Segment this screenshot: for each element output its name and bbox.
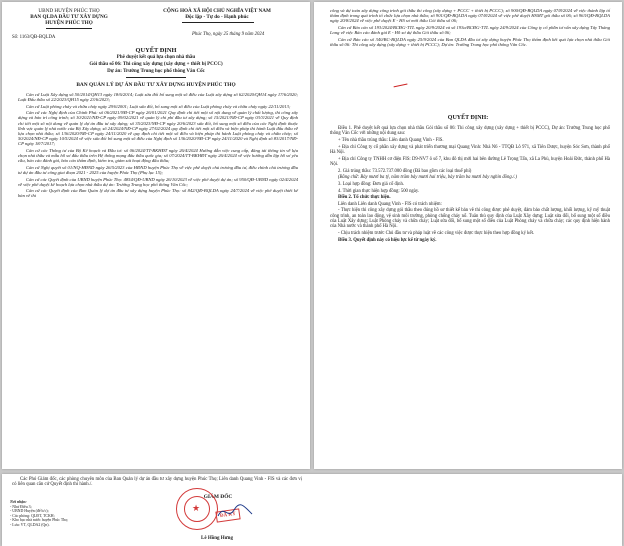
recipient-item: - Lưu: VT, QLDA2 (Qn). xyxy=(10,522,50,527)
place-date xyxy=(192,32,304,37)
national-motto: Độc lập - Tự do - Hạnh phúc xyxy=(185,14,249,21)
basis-paragraph: Căn cứ Báo cáo số 340/BC-BQLDA ngày 25/9/2024 của Ban QLDA đầu tư xây dựng huyện Phúc Thọ thẩm định kết quả lựa chọn nhà thầu Gói thầu số 06: Thi công xây dựng (xây dựng + thiết bị PCCC); Dự án: Trường Trung học phổ thông Vân Cốc. xyxy=(330,36,610,47)
seal-star-icon: ★ xyxy=(192,503,201,513)
decision-body xyxy=(330,126,610,244)
issuing-authority: BAN QUẢN LÝ DỰ ÁN ĐẦU TƯ XÂY DỰNG HUYỆN PHÚC THỌ xyxy=(76,82,236,88)
decision-heading: QUYẾT ĐỊNH: xyxy=(447,115,489,121)
basis-paragraph: Căn cứ Báo cáo số 193/2024/BCĐG-TTL ngày 20/9/2024 và số 193a/BCĐG-TTL ngày 24/9/2024 của Công ty cổ phần tư vấn xây dựng Tây Thăng Long về việc Báo cáo đánh giá E - Hồ sơ dự thầu Gói thầu số 06; xyxy=(330,24,610,36)
recipient-item: - Các phòng: QLĐT, TCKH; xyxy=(10,513,55,518)
document-page-2 xyxy=(314,2,622,469)
basis-paragraph: Căn cứ các Quyết định của UBND huyện Phúc Thọ: 4854/QĐ-UBND ngày 26/10/2023 về việc phê duyệt dự án; số 950/QĐ-UBND ngày 02/4/2024 về việc phê duyệt kế hoạch lựa chọn nhà thầu dự án: Trường Trung học phổ thông Vân Cốc; xyxy=(18,176,298,187)
recipient-item: - Như Điều 3; xyxy=(10,504,32,509)
document-page-3 xyxy=(2,474,622,546)
package-name: Gói thầu số 06: Thi công xây dựng (xây dựng + thiết bị PCCC) xyxy=(89,62,223,67)
closing-paragraph xyxy=(12,477,302,489)
country-name: CỘNG HOÀ XÃ HỘI CHỦ NGHĨA VIỆT NAM xyxy=(163,8,271,14)
place-date-text: Phúc Thọ, ngày 25 tháng 9 năm 2024 xyxy=(192,32,265,37)
national-header xyxy=(130,8,304,20)
price-in-words: (Bằng chữ: Bảy mươi ba tỷ, năm trăm bảy mươi hai triệu, bảy trăm ba mươi bảy nghìn đồng./.) xyxy=(338,175,517,181)
decision-number xyxy=(12,35,122,40)
recipient-item: - Kho bạc nhà nước huyện Phúc Thọ; xyxy=(10,518,69,522)
address-quang-vinh: + Địa chỉ Công ty cổ phần xây dựng và phát triển thương mại Quang Vinh: Nhà N6 - TTQĐ Lô 971, xã Tiên Dược, huyện Sóc Sơn, thành phố Hà Nội. xyxy=(330,144,610,155)
winning-price: 2. Giá trúng thầu: 73.572.737.000 đồng (Đã bao gồm các loại thuế phí) xyxy=(338,168,472,174)
winner-name: + Tên nhà thầu trúng thầu: Liên danh Quang Vinh - FIS. xyxy=(338,137,444,143)
signer-role: GIÁM ĐỐC xyxy=(203,494,233,500)
legal-basis-continued xyxy=(330,8,610,48)
legal-basis xyxy=(18,92,298,200)
recipient-item: - UBND Huyện (để b/c); xyxy=(10,509,49,513)
basis-paragraph: Căn cứ Nghị quyết số 01/NQ-HĐND ngày 26/5/2023 của HĐND huyện Phúc Thọ về việc phê duyệt chủ trương đầu tư, điều chỉnh chủ trương đầu tư dự án đầu tư công giai đoạn 2021 - 2025 của huyện Phúc Thọ (Phụ lục 15); xyxy=(18,164,298,176)
handwritten-mark xyxy=(393,79,408,88)
issuing-org xyxy=(10,8,128,27)
org-underline xyxy=(46,28,92,29)
basis-paragraph: Căn cứ Luật phòng cháy và chữa cháy ngày 29/6/2001; Luật sửa đổi, bổ sung một số điều của Luật phòng cháy và chữa cháy ngày 22/11/2013; xyxy=(26,103,291,109)
article-1: Điều 1. Phê duyệt kết quả lựa chọn nhà thầu Gói thầu số 06: Thi công xây dựng (xây dựng + thiết bị PCCC), Dự án: Trường Trung học phổ thông Vân Cốc với những nội dung sau: xyxy=(330,126,610,137)
article-2: Điều 2. Tổ chức thực hiện. xyxy=(338,195,391,201)
basis-paragraph: công và dự toán xây dựng công trình gói thầu thi công (xây dựng + PCCC + thiết bị PCCC); số 900/QĐ-BQLDA ngày 07/8/2024 về việc thành lập tổ thẩm định trong quá trình tổ chức lựa chọn nhà thầu; số 901/QĐ-BQLDA ngày 07/8/2024 về việc phê duyệt HSMT gói thầu số 06; số 963/QĐ-BQLDA ngày 20/8/2024 về việc phê duyệt E - Hồ sơ mời thầu Gói thầu số 06; xyxy=(330,8,610,24)
signature-scribble xyxy=(216,502,256,522)
responsibility-1: - Thực hiện thi công xây dựng gói thầu theo đúng hồ sơ thiết kế bản vẽ thi công được phê duyệt, đảm bảo chất lượng, khối lượng, kỹ mỹ thuật công trình, an toàn lao động, vệ sinh môi trường, phòng chống cháy nổ. Tuân thủ quy định của Luật Xây dựng; Luật sửa đổi, bổ sung một số điều của Luật Xây dựng; Luật Phòng cháy và chữa cháy; Luật sửa đổi, bổ sung một số điều của Luật Phòng cháy và chữa cháy; các quy định hiện hành của Nhà nước và thành phố Hà Nội. xyxy=(330,208,610,230)
recipients-block xyxy=(10,500,170,527)
basis-paragraph: Căn cứ các Nghị định của Chính Phủ: số 06/2021/NĐ-CP ngày 26/01/2021 Quy định chi tiết một số nội dung về quản lý chất lượng, thi công xây dựng và bảo trì công trình; số 10/2021/NĐ-CP ngày 09/02/2021 về quản lý chi phí đầu tư xây dựng; số 15/2021/NĐ-CP ngày 03/3/2021 về Quy định chi tiết một số nội dung về quản lý dự án đầu tư xây dựng; số 35/2023/NĐ-CP ngày 20/6/2023 sửa đổi, bổ sung một số điều của các Nghị định thuộc lĩnh vực quản lý nhà nước của Bộ Xây dựng; số 24/2024/NĐ-CP ngày 27/02/2024 quy định chi tiết một số điều và biện pháp thi hành Luật đấu thầu về lựa chọn nhà thầu; số 136/2020/NĐ-CP ngày 24/11/2020 về quy định chi tiết một số điều và biện pháp thi hành Luật phòng cháy và chữa cháy; số 50/2024/NĐ-CP ngày 10/5/2024 về việc sửa đổi bổ sung một số điều của Nghị định số 136/2020/NĐ-CP ngày 24/11/2020 và Nghị định số 83/2017/NĐ-CP ngày 18/7/2017; xyxy=(18,110,298,147)
recipients-title: Nơi nhận: xyxy=(10,500,27,504)
project-name: Dự án: Trường Trung học phổ thông Vân Cốc xyxy=(107,69,205,74)
contract-type: 3. Loại hợp đồng: Đơn giá cố định. xyxy=(338,181,405,187)
article-3: Điều 3. Quyết định này có hiệu lực kể từ ngày ký. xyxy=(338,237,437,243)
motto-underline xyxy=(182,22,254,23)
org-line-1: UBND HUYỆN PHÚC THỌ xyxy=(38,8,100,14)
basis-paragraph: Căn cứ các Quyết định của Ban Quản lý dự án đầu tư xây dựng huyện Phúc Thọ: số 842/QĐ-BQLDA ngày 24/7/2024 về việc phê duyệt thiết kế bản vẽ thi xyxy=(18,188,298,199)
address-fis: + Địa chỉ Công ty TNHH cơ điện FIS: D9-NV7 ô số 7, khu đô thị mới hai bên đường Lê Trọng Tấn, xã La Phù, huyện Hoài Đức, thành phố Hà Nội. xyxy=(330,156,610,167)
responsibility-2: - Chịu trách nhiệm trước Chủ đầu tư và pháp luật về các công việc được thực hiện theo hợp đồng ký kết. xyxy=(338,231,535,237)
responsibility-intro: Liên danh Liên danh Quang Vinh - FIS có trách nhiệm: xyxy=(338,201,442,207)
signer-name: Lê Hồng Hưng xyxy=(201,536,233,541)
document-page-1 xyxy=(2,2,310,469)
contract-duration: 4. Thời gian thực hiện hợp đồng: 500 ngày. xyxy=(338,188,420,194)
org-line-3: HUYỆN PHÚC THỌ xyxy=(45,20,93,27)
document-subtitle: Phê duyệt kết quả lựa chọn nhà thầu xyxy=(116,55,196,60)
title-underline xyxy=(126,77,186,78)
closing-text: Các Phó Giám đốc, các phòng chuyên môn của Ban Quản lý dự án đầu tư xây dựng huyện Phúc Thọ; Liên danh Quang Vinh - FIS và các đơn vị có liên quan căn cứ Quyết định thi hành./. xyxy=(12,477,302,488)
signed-stamp: ĐÃ KÝ xyxy=(215,508,240,522)
official-seal xyxy=(176,488,218,530)
document-title: QUYẾT ĐỊNH xyxy=(135,47,177,54)
basis-paragraph: Căn cứ Luật Xây dựng số 50/2014/QH13 ngày 18/6/2014; Luật sửa đổi bổ sung một số điều của Luật xây dựng số 62/2020/QH14 ngày 17/6/2020; Luật Đấu thầu số 22/2023/QH15 ngày 23/6/2023; xyxy=(18,92,298,103)
org-line-2: BAN QLDA ĐẦU TƯ XÂY DỰNG xyxy=(30,14,108,21)
decision-number-text: Số: 1163/QĐ-BQLDA xyxy=(12,35,56,40)
basis-paragraph: Căn cứ các Thông tư của Bộ Kế hoạch và Đầu tư: số 06/2024/TT-BKHĐT ngày 26/4/2024 Hướng dẫn việc cung cấp, đăng tải thông tin về lựa chọn nhà thầu và mẫu hồ sơ đấu thầu trên Hệ thống mạng đấu thầu quốc gia; số 07/2024/TT-BKHĐT ngày 26/4/2024 về việc hướng dẫn lập hồ sơ yêu cầu, báo cáo đánh giá, báo cáo thẩm định, kiểm tra, giám sát hoạt động đấu thầu; xyxy=(18,147,298,164)
